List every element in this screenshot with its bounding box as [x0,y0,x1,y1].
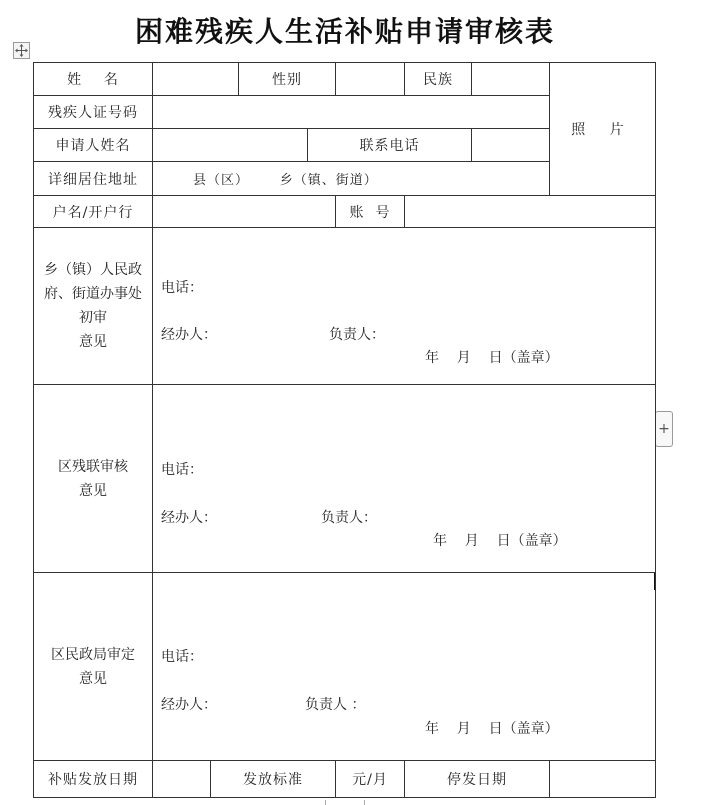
civil-label-line2: 意见 [79,670,107,687]
table-row [34,228,656,385]
gender-input[interactable] [336,63,405,96]
civil-date: 年 月 日（盖章） [425,721,559,737]
table-row [34,63,656,96]
township-label-line3: 初审 [79,310,107,326]
subsidy-date-input[interactable] [153,761,211,798]
township-responsible: 负责人： [329,327,385,343]
civil-phone: 电话： [161,649,203,665]
district-dpf-opinion-input[interactable] [153,385,656,573]
gender-label: 性别 [239,63,336,96]
dpf-phone: 电话： [161,462,203,478]
unit-label: 元/月 [336,761,405,798]
dpf-date: 年 月 日（盖章） [433,533,567,549]
district-dpf-opinion-label [34,385,153,573]
table-row [34,573,656,761]
disability-id-label: 残疾人证号码 [34,96,153,129]
table-row [34,385,656,573]
form-title: 困难残疾人生活补贴申请审核表 [134,15,555,48]
plus-icon[interactable]: + [655,411,673,447]
civil-responsible: 负责人 ： [305,697,366,713]
account-name-input[interactable] [153,196,336,228]
dpf-handler: 经办人： [161,510,217,526]
address-input[interactable] [153,162,550,196]
disability-id-input[interactable] [153,96,550,129]
township-handler: 经办人： [161,327,217,343]
township-label-line4: 意见 [79,334,107,350]
dpf-label-line1: 区残联审核 [58,458,128,475]
district-civil-opinion-label [34,573,153,761]
four-arrow-move-icon[interactable] [13,42,30,59]
address-label: 详细居住地址 [34,162,153,196]
township-date: 年 月 日（盖章） [425,350,559,366]
application-form-table [33,62,656,798]
applicant-name-input[interactable] [153,129,308,162]
account-no-label: 账 号 [336,196,405,228]
district-civil-opinion-input[interactable] [153,573,656,761]
stop-date-label: 停发日期 [405,761,550,798]
civil-label-line1: 区民政局审定 [51,646,135,663]
phone-label: 联系电话 [308,129,472,162]
township-opinion-input[interactable] [153,228,656,385]
table-row [34,196,656,228]
ethnicity-input[interactable] [472,63,550,96]
account-name-label: 户名/开户行 [34,196,153,228]
name-label: 姓 名 [34,63,153,96]
phone-input[interactable] [472,129,550,162]
civil-handler: 经办人： [161,697,217,713]
photo-cell[interactable]: 照 片 [550,63,656,196]
subsidy-date-label: 补贴发放日期 [34,761,153,798]
applicant-name-label: 申请人姓名 [34,129,153,162]
stop-date-input[interactable] [550,761,656,798]
township-label-line1: 乡（镇）人民政 [44,262,142,278]
column-resize-marks [325,800,365,805]
standard-label: 发放标准 [211,761,336,798]
name-input[interactable] [153,63,239,96]
account-no-input[interactable] [405,196,656,228]
dpf-label-line2: 意见 [79,482,107,499]
table-row [34,761,656,798]
address-template: 县（区） 乡（镇、街道） [193,173,378,188]
ethnicity-label: 民族 [405,63,472,96]
township-label-line2: 府、街道办事处 [44,286,142,302]
township-opinion-label [34,228,153,385]
township-phone: 电话： [161,280,203,296]
dpf-responsible: 负责人： [321,510,377,526]
